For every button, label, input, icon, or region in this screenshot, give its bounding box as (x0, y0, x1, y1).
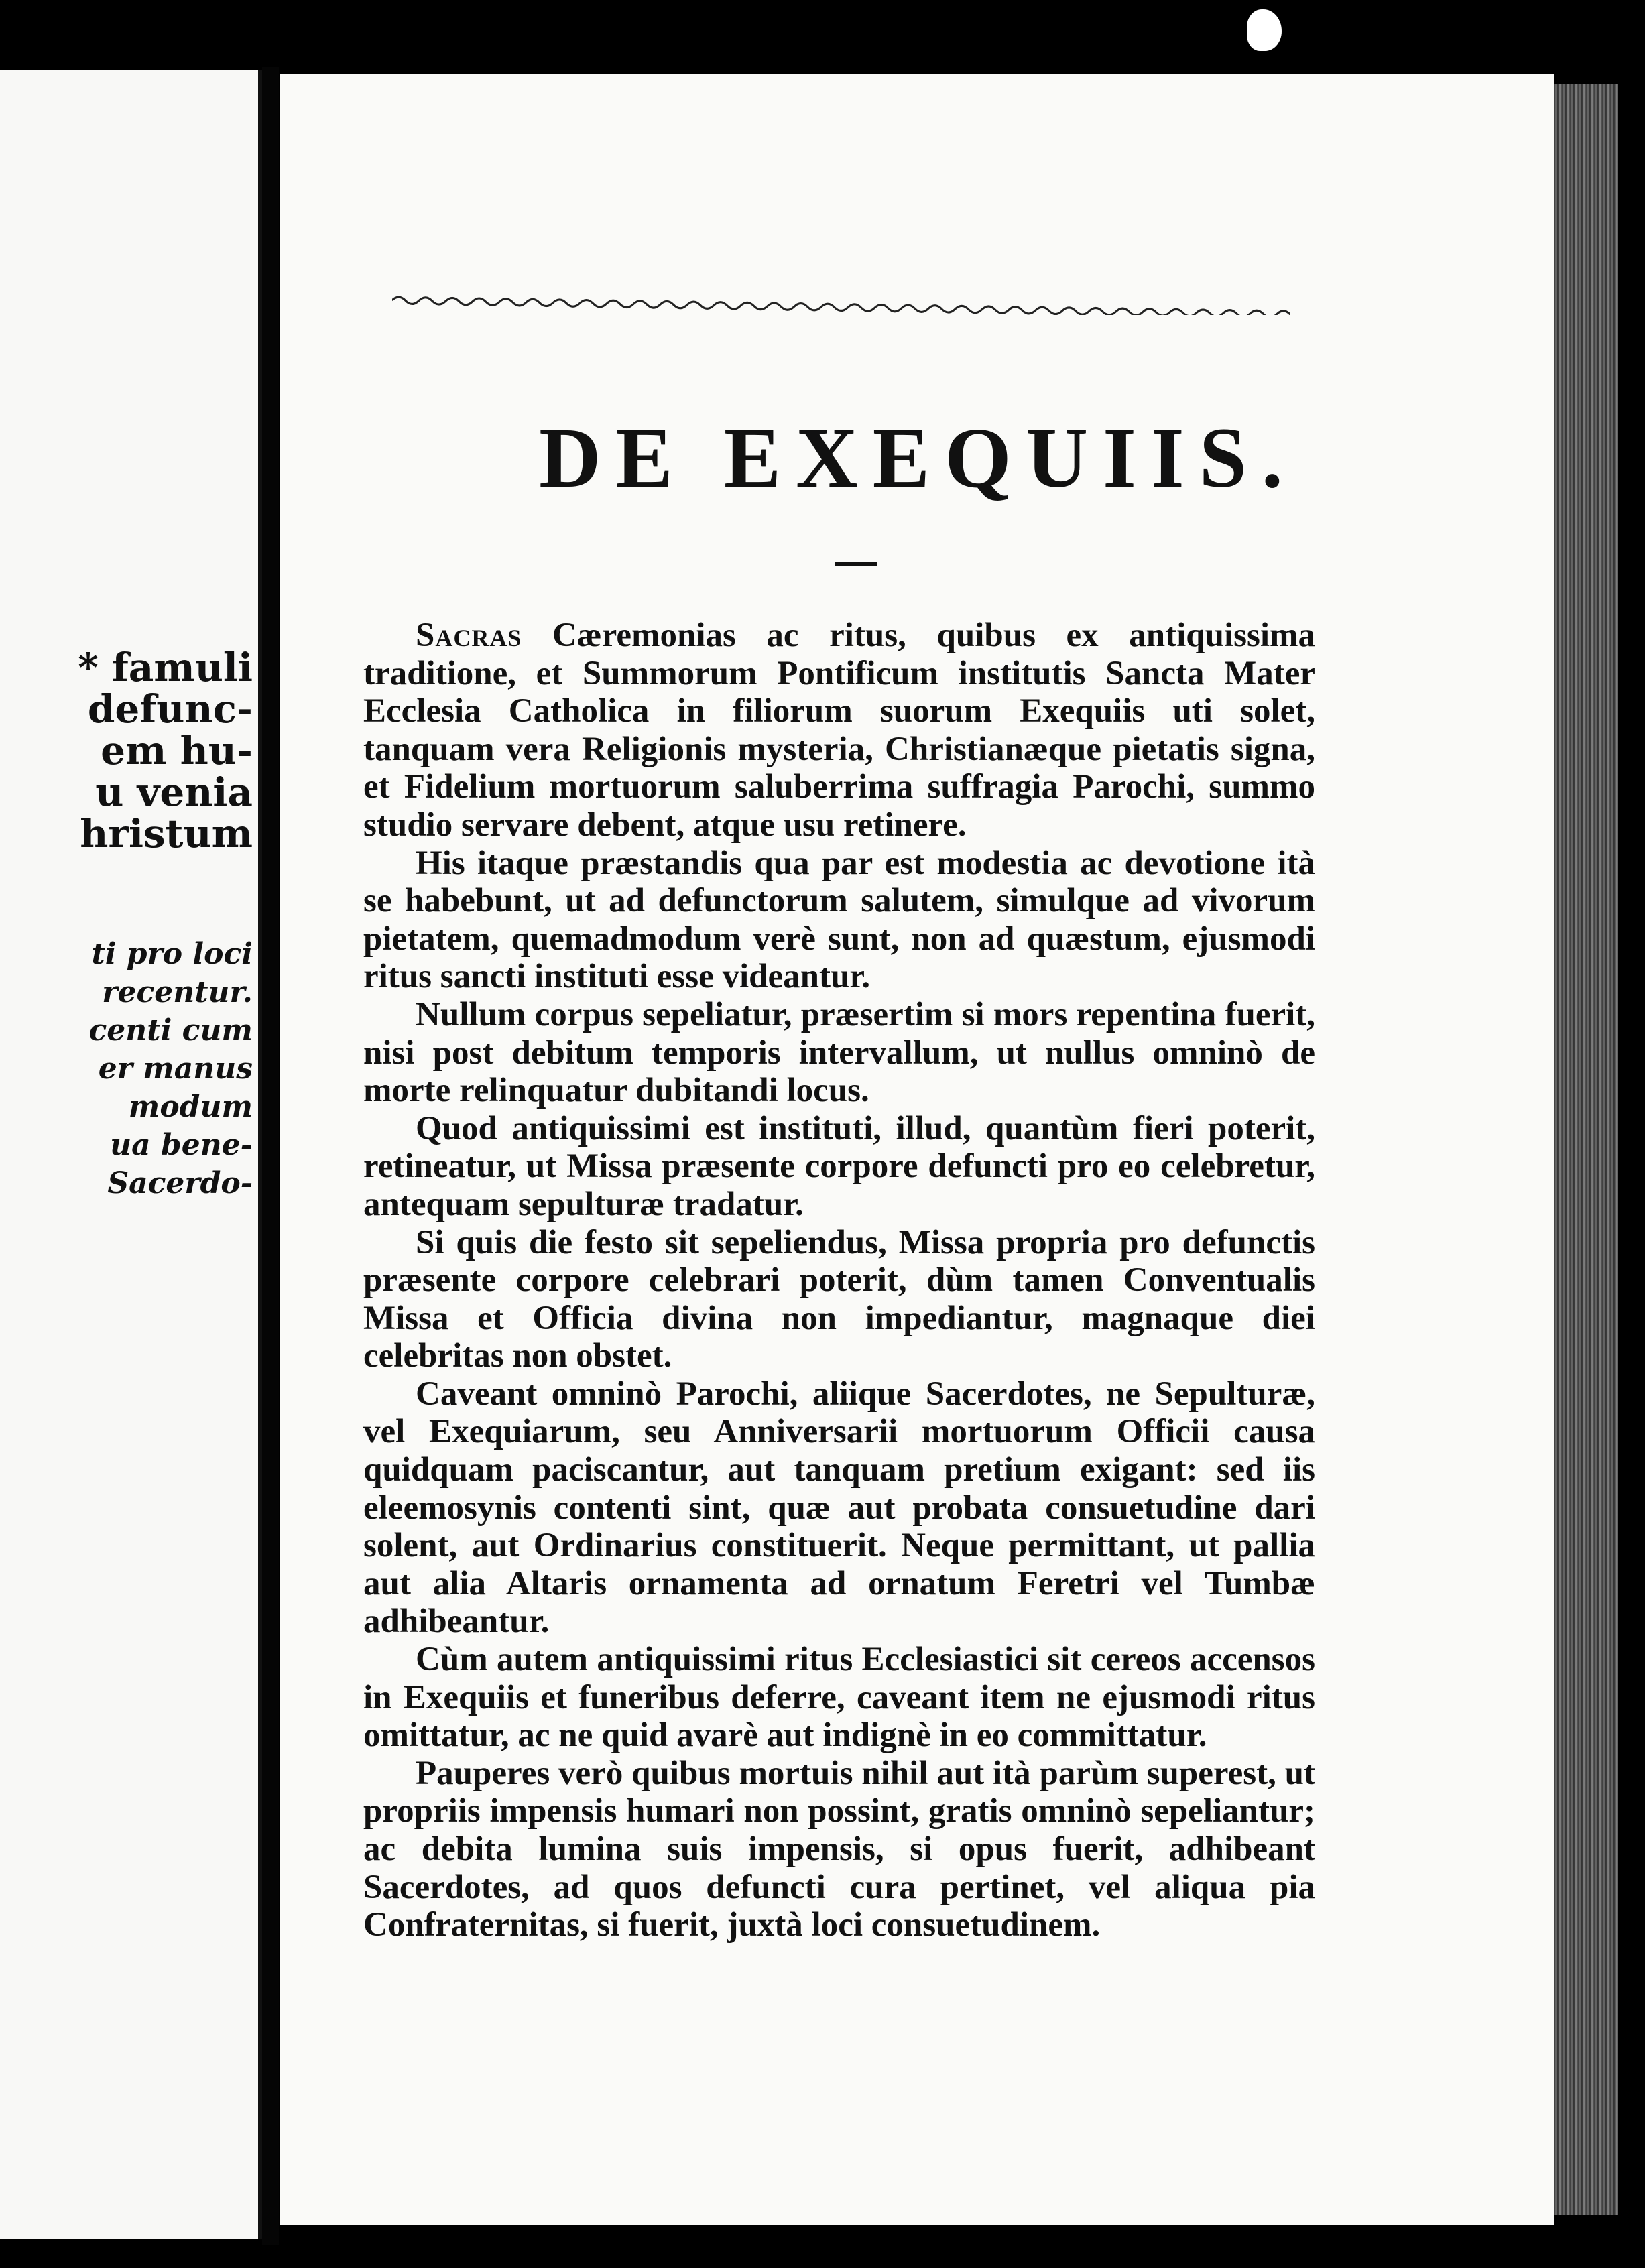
paragraph-4: Quod antiquissimi est instituti, illud, quantùm fieri poterit, retineatur, ut Missa præsente corpore defuncti pro eo celebretur, antequam sepulturæ tradatur. (363, 1109, 1315, 1223)
left-fragment-line: hristum (80, 811, 253, 857)
left-fragment-line: u venia (95, 769, 253, 815)
paragraph-1 (363, 617, 1315, 844)
left-fragment-line: ua bene- (110, 1128, 253, 1162)
title-rule (835, 562, 877, 566)
page-edges (1554, 84, 1618, 2215)
paragraph-2: His itaque præstandis qua par est modestia ac devotione ità se habebunt, ut ad defunctorum salutem, simulque ad vivorum pietatem, quemadmodum verè sunt, non ad quæstum, ejusmodi ritus sancti instituti esse videantur. (363, 844, 1315, 996)
left-facing-page (0, 70, 262, 2239)
left-fragment-line: em hu- (101, 728, 253, 773)
left-page-italic-fragments (11, 935, 253, 1202)
paragraph-text: Cæremonias ac ritus, quibus ex antiquissima traditione, et Summorum Pontificum institutis Sancta Mater Ecclesia Catholica in filiorum suorum Exequiis uti solet, tanquam vera Religionis mysteria, Christianæque pietatis signa, et Fidelium mortuorum saluberrima suffragia Parochi, summo studio servare debent, atque usu retinere. (363, 617, 1315, 844)
paragraph-5: Si quis die festo sit sepeliendus, Missa propria pro defunctis præsente corpore celebrari poterit, dùm tamen Conventualis Missa et Officia divina non impediantur, magnaque diei celebritas non obstet. (363, 1223, 1315, 1375)
paragraph-7: Cùm autem antiquissimi ritus Ecclesiastici sit cereos accensos in Exequiis et funeribus deferre, caveant item ne ejusmodi ritus omittatur, ac ne quid avarè aut indignè in eo committatur. (363, 1641, 1315, 1755)
left-fragment-line: recentur. (102, 975, 253, 1009)
left-fragment-line: defunc- (87, 686, 253, 732)
left-fragment-line: centi cum (88, 1013, 253, 1048)
left-page-roman-fragments (11, 647, 253, 855)
page-title: DE EXEQUIIS. (539, 410, 1298, 505)
scan-blot (1247, 9, 1282, 51)
paragraph-6: Caveant omninò Parochi, aliique Sacerdotes, ne Sepulturæ, vel Exequiarum, seu Anniversarii mortuorum Officii causa quidquam paciscantur, aut tanquam pretium exigant: sed iis eleemosynis contenti sint, quæ aut probata consuetudine dari solent, aut Ordinarius constituerit. Neque permittant, ut pallia aut alia Altaris ornamenta ad ornatum Feretri vel Tumbæ adhibeantur. (363, 1375, 1315, 1641)
body-text (363, 617, 1315, 1944)
left-fragment-line: er manus (98, 1052, 253, 1086)
left-fragment-line: modum (128, 1090, 253, 1124)
paragraph-3: Nullum corpus sepeliatur, præsertim si mors repentina fuerit, nisi post debitum temporis intervallum, ut nullus omninò de morte relinquatur dubitandi locus. (363, 995, 1315, 1110)
wavy-ornament-rule (392, 288, 1290, 315)
book-gutter (262, 67, 279, 2245)
left-fragment-line: ti pro loci (91, 937, 253, 971)
left-fragment-line: * famuli (78, 645, 253, 690)
left-fragment-line: Sacerdo- (107, 1166, 253, 1200)
paragraph-8: Pauperes verò quibus mortuis nihil aut ità parùm superest, ut propriis impensis humari non possint, gratis omninò sepeliantur; ac debita lumina suis impensis, si opus fuerit, adhibeant Sacerdotes, ad quos defuncti cura pertinet, vel aliqua pia Confraternitas, si fuerit, juxtà loci consuetudinem. (363, 1754, 1315, 1944)
small-caps-lead: Sacras (416, 617, 522, 654)
